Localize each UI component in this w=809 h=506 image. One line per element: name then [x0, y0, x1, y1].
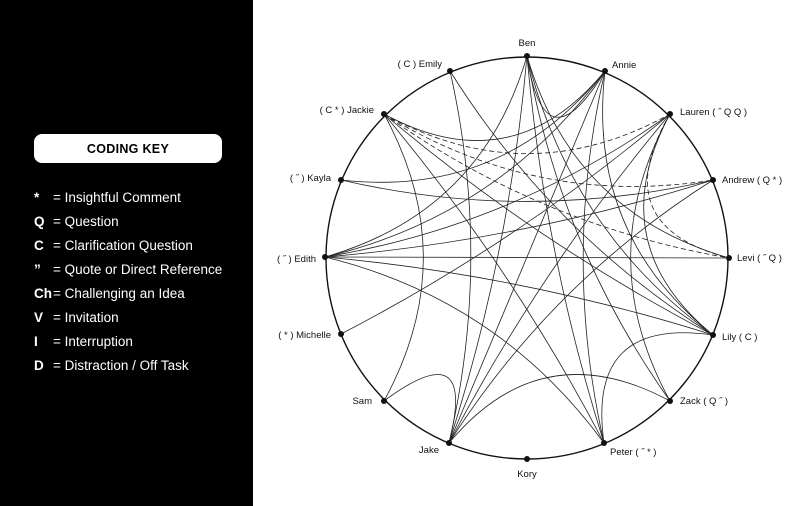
participant-label-jake: Jake: [418, 445, 439, 456]
connection-line: [602, 333, 713, 443]
coding-key-title: CODING KEY: [34, 134, 222, 163]
key-code: *: [34, 189, 40, 205]
participant-label-edith: ( ˝ ) Edith: [276, 254, 316, 265]
participant-node-michelle: [338, 331, 344, 337]
connection-line: [325, 56, 527, 257]
key-code: ”: [34, 261, 41, 277]
connection-line: [583, 71, 605, 443]
participant-label-lauren: Lauren ( ˝ Q Q ): [680, 107, 748, 118]
participant-label-lily: Lily ( C ): [722, 332, 758, 343]
connection-line: [449, 180, 713, 443]
key-item: [34, 233, 222, 257]
key-item: [34, 185, 222, 209]
coding-key-panel: [0, 0, 253, 506]
key-meaning: = Invitation: [53, 309, 119, 325]
participant-node-zack: [667, 398, 673, 404]
connection-line: [325, 71, 605, 257]
participant-node-lily: [710, 332, 716, 338]
participant-node-sam: [381, 398, 387, 404]
participant-label-kory: Kory: [517, 469, 537, 480]
key-meaning: = Clarification Question: [53, 237, 193, 253]
key-code: Q: [34, 213, 45, 229]
key-code: Ch: [34, 285, 52, 301]
key-meaning: = Distraction / Off Task: [53, 357, 189, 373]
participant-label-zack: Zack ( Q ˝ ): [680, 396, 729, 407]
key-meaning: = Challenging an Idea: [53, 285, 185, 301]
participant-label-ben: Ben: [518, 38, 536, 49]
discussion-network-diagram: [253, 0, 809, 506]
participant-label-sam: Sam: [352, 396, 372, 407]
connection-line: [527, 56, 713, 335]
key-meaning: = Insightful Comment: [53, 189, 181, 205]
key-item: [34, 353, 222, 377]
connection-line: [325, 114, 670, 257]
key-item: [34, 209, 222, 233]
participant-node-jackie: [381, 111, 387, 117]
key-meaning: = Question: [53, 213, 119, 229]
key-item: [34, 305, 222, 329]
participant-node-kayla: [338, 177, 344, 183]
participant-node-annie: [602, 68, 608, 74]
key-item: [34, 329, 222, 353]
participant-node-kory: [524, 456, 530, 462]
connection-line: [325, 257, 729, 258]
participant-node-ben: [524, 53, 530, 59]
participant-node-peter: [601, 440, 607, 446]
participant-label-emily: ( C ) Emily: [397, 59, 442, 70]
participant-node-andrew: [710, 177, 716, 183]
participant-label-andrew: Andrew ( Q * ): [722, 175, 783, 186]
key-item: [34, 281, 222, 305]
participant-label-levi: Levi ( ˝ Q ): [737, 253, 782, 264]
participant-node-jake: [446, 440, 452, 446]
connection-line: [449, 374, 670, 443]
participant-node-emily: [447, 68, 453, 74]
key-meaning: = Interruption: [53, 333, 133, 349]
dashed-connection-line: [384, 114, 670, 154]
participant-label-jackie: ( C * ) Jackie: [319, 105, 374, 116]
key-item: [34, 257, 222, 281]
coding-key-list: [34, 185, 222, 377]
key-code: C: [34, 237, 44, 253]
key-code: D: [34, 357, 44, 373]
connection-line: [527, 56, 729, 258]
key-code: V: [34, 309, 44, 325]
participant-node-edith: [322, 254, 328, 260]
key-code: I: [34, 333, 38, 349]
participant-label-kayla: ( ˝ ) Kayla: [289, 173, 331, 184]
connection-line: [341, 180, 713, 201]
participant-node-lauren: [667, 111, 673, 117]
participant-label-michelle: ( * ) Michelle: [278, 330, 331, 341]
connection-line: [527, 56, 670, 401]
connection-line: [384, 114, 604, 443]
participant-nodes: [277, 38, 782, 480]
connection-line: [325, 257, 713, 335]
key-meaning: = Quote or Direct Reference: [53, 261, 223, 277]
participant-label-annie: Annie: [612, 60, 637, 71]
participant-label-peter: Peter ( ˝ * ): [610, 447, 657, 458]
participant-node-levi: [726, 255, 732, 261]
